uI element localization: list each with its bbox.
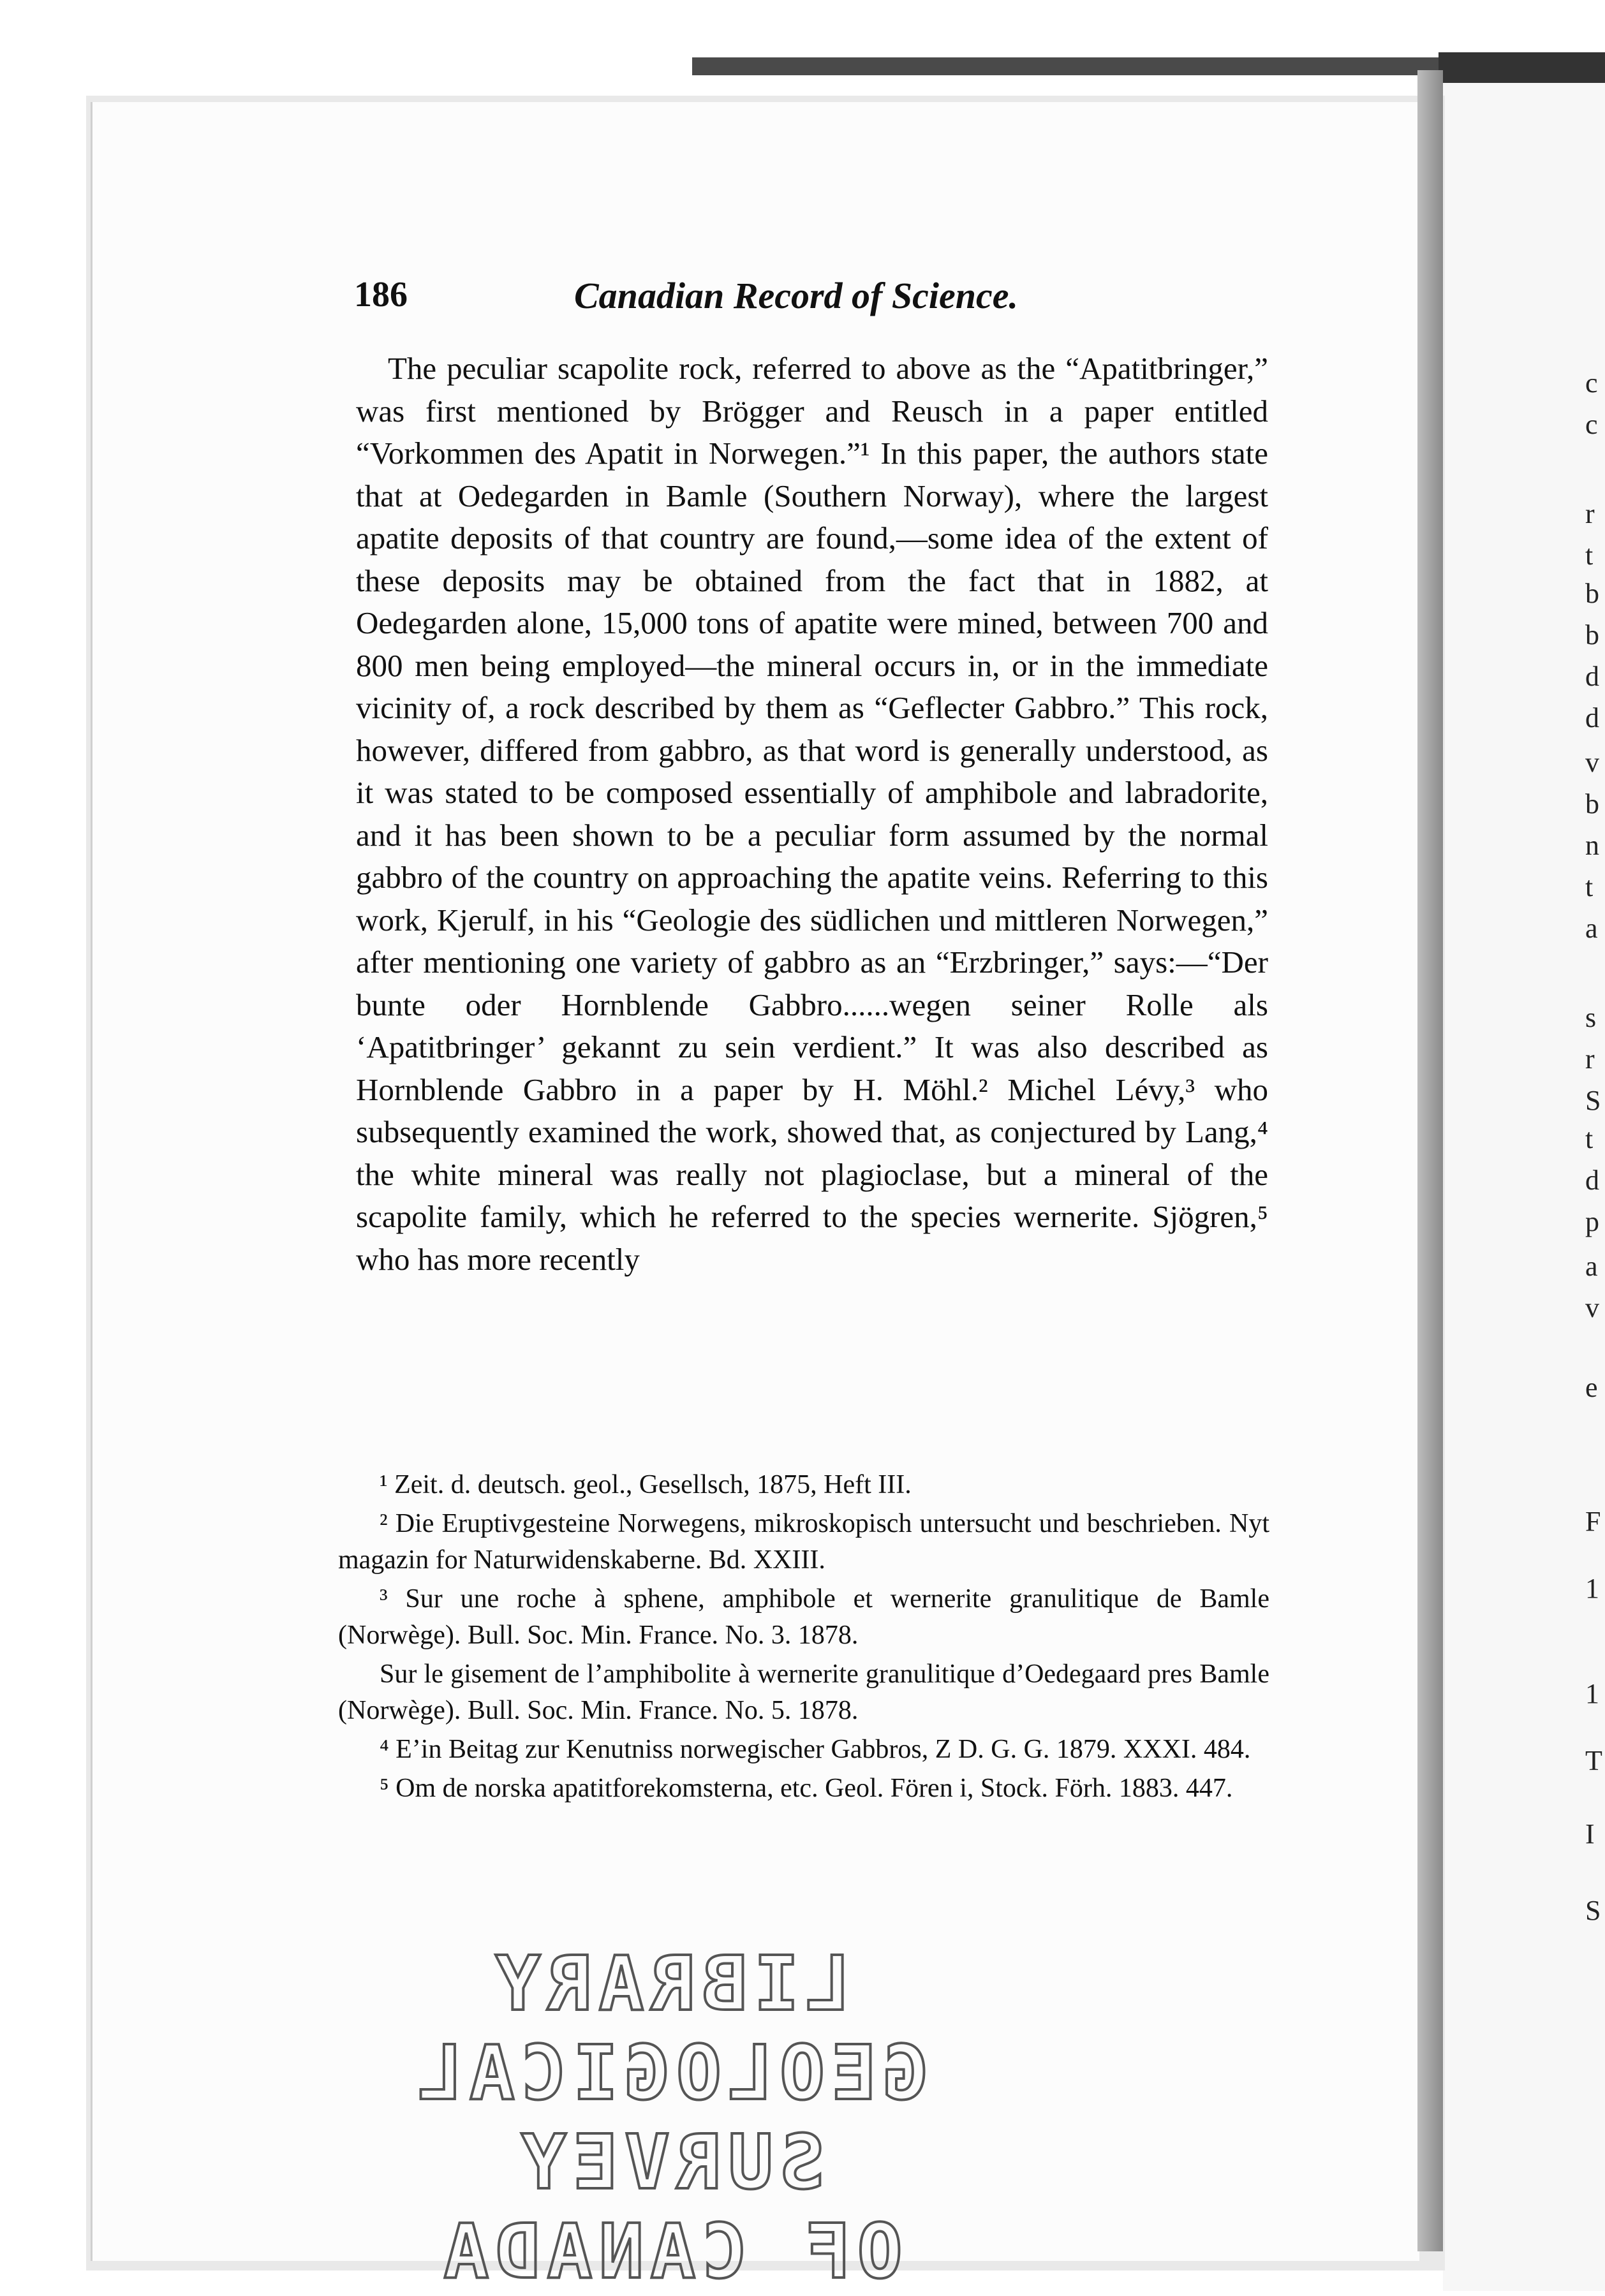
next-page-letter: a: [1585, 913, 1598, 944]
next-page-letter: d: [1585, 1165, 1599, 1196]
next-page-letter: 1: [1585, 1573, 1599, 1604]
library-stamp: [281, 1939, 1059, 2295]
next-page-letter: v: [1585, 747, 1599, 778]
stamp-line-canada: OF CANADA: [437, 2207, 903, 2295]
next-page-letter: p: [1585, 1206, 1599, 1237]
next-page-letter: S: [1585, 1895, 1601, 1926]
next-page-letter: c: [1585, 409, 1598, 440]
next-page-letter: r: [1585, 498, 1595, 529]
next-page-letter: d: [1585, 702, 1599, 733]
next-page-letter: F: [1585, 1506, 1601, 1537]
stamp-line-survey: GEOLOGICAL SURVEY: [411, 2029, 929, 2206]
next-page-letter: e: [1585, 1372, 1598, 1403]
footnote-3: ³ Sur une roche à sphene, amphibole et wernerite granulitique de Bamle (Norwège). Bull. Soc. Min. France. No. 3. 1878.: [338, 1584, 1269, 1650]
next-page-letter: b: [1585, 619, 1599, 651]
next-page-letter: b: [1585, 788, 1599, 820]
next-page-strip: [1443, 83, 1605, 2291]
footnote-1: ¹ Zeit. d. deutsch. geol., Gesellsch, 1875, Heft III.: [380, 1470, 912, 1499]
next-page-letter: c: [1585, 367, 1598, 399]
stamp-line-library: LIBRARY: [489, 1939, 851, 2027]
page-gutter: [1417, 70, 1443, 2251]
next-page-letter: 1: [1585, 1678, 1599, 1709]
next-page-letter: s: [1585, 1002, 1597, 1033]
next-page-letter: r: [1585, 1043, 1595, 1075]
scan-border-next-top: [1439, 52, 1605, 84]
page-number: 186: [354, 275, 408, 314]
next-page-letter: v: [1585, 1292, 1599, 1323]
next-page-letter: t: [1585, 1123, 1594, 1154]
next-page-letter: I: [1585, 1818, 1595, 1850]
next-page-letter: a: [1585, 1251, 1598, 1282]
footnote-2: ² Die Eruptivgesteine Norwegens, mikroskopisch untersucht und beschrieben. Nyt magazin for Naturwidenskaberne. Bd. XXIII.: [338, 1509, 1269, 1575]
next-page-letter: n: [1585, 830, 1599, 861]
footnotes: [338, 1467, 1269, 1809]
next-page-letter: b: [1585, 578, 1599, 609]
next-page-letter: t: [1585, 871, 1594, 902]
next-page-letter: d: [1585, 661, 1599, 692]
footnote-3-continued: Sur le gisement de l’amphibolite à wernerite granulitique d’Oedegaard pres Bamle (Norwège). Bull. Soc. Min. France. No. 5. 1878.: [338, 1659, 1269, 1725]
footnote-5: ⁵ Om de norska apatitforekomsterna, etc. Geol. Fören i, Stock. Förh. 1883. 447.: [380, 1774, 1233, 1803]
next-page-letter: t: [1585, 540, 1594, 571]
scan-border-top: [692, 57, 1439, 75]
page-header: [354, 274, 1266, 319]
footnote-4: ⁴ E’in Beitag zur Kenutniss norwegischer Gabbros, Z D. G. G. 1879. XXXI. 484.: [380, 1735, 1251, 1764]
body-paragraph: The peculiar scapolite rock, referred to above as the “Apatitbringer,” was first mentioned by Brögger and Reusch in a paper entitled “Vorkommen des Apatit in Norwegen.”¹ In this paper, the authors state that at Oedegarden in Bamle (Southern Norway), where the largest apatite deposits of that country are found,—some idea of the extent of these deposits may be obtained from the fact that in 1882, at Oedegarden alone, 15,000 tons of apatite were mined, between 700 and 800 men being employed—the mineral occurs in, or in the immediate vicinity of, a rock described by them as “Geflecter Gabbro.” This rock, however, differed from gabbro, as that word is generally understood, as it was stated to be composed essentially of amphibole and labradorite, and it has been shown to be a peculiar form assumed by the normal gabbro of the country on approaching the apatite veins. Referring to this work, Kjerulf, in his “Geologie des südlichen und mittleren Norwegen,” after mentioning one variety of gabbro as an “Erzbringer,” says:—“Der bunte oder Hornblende Gabbro......wegen seiner Rolle als ‘Apatitbringer’ gekannt zu sein verdient.” It was also described as Hornblende Gabbro in a paper by H. Möhl.² Michel Lévy,³ who subsequently examined the work, showed that, as conjectured by Lang,⁴ the white mineral was really not plagioclase, but a mineral of the scapolite family, which he referred to the species wernerite. Sjögren,⁵ who has more recently: [356, 351, 1268, 1277]
next-page-letter: T: [1585, 1745, 1602, 1776]
running-title: Canadian Record of Science.: [574, 275, 1018, 316]
next-page-letter: S: [1585, 1085, 1601, 1116]
